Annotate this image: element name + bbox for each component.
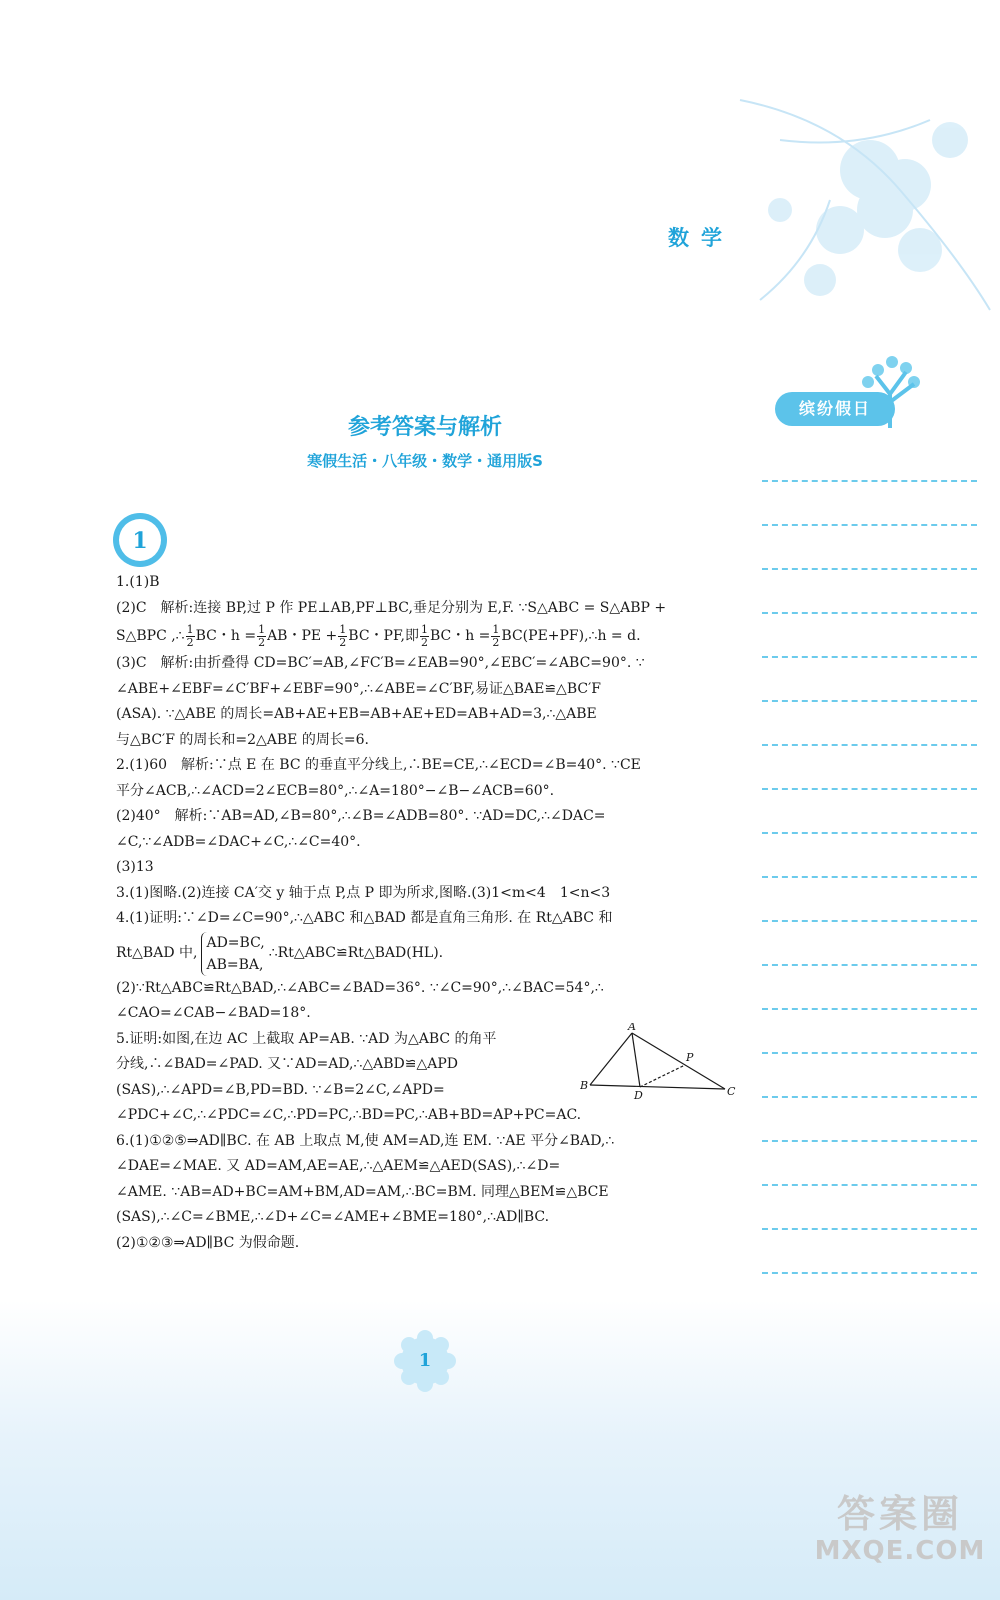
fraction-numerator: 1: [492, 622, 500, 636]
note-line: [762, 746, 977, 790]
equation: AB=BA,: [206, 956, 264, 973]
fraction-denominator: 2: [258, 635, 266, 649]
answer-line: (3)13: [116, 859, 154, 875]
note-line: [762, 482, 977, 526]
text-fragment: AB・PE +: [267, 628, 338, 644]
triangle-figure: [580, 1023, 740, 1103]
answer-line: 3.(1)图略.(2)连接 CA′交 y 轴于点 P,点 P 即为所求,图略.(3)1<m<4 1<n<3: [116, 884, 611, 901]
note-line: [762, 1098, 977, 1142]
watermark-top: 答案圈: [836, 1492, 963, 1536]
fraction: [491, 624, 500, 649]
page-number: 1: [418, 1350, 432, 1371]
answer-line: (SAS),∴∠C=∠BME,∴∠D+∠C=∠AME+∠BME=180°,∴AD∥BC.: [116, 1209, 550, 1225]
note-line: [762, 790, 977, 834]
answer-line-fraction: [116, 621, 736, 651]
answer-line: 1.(1)B: [116, 574, 160, 590]
text-fragment: Rt△BAD 中,: [116, 944, 198, 961]
fraction: [186, 624, 195, 649]
text-fragment: S△BPC ,∴: [116, 628, 185, 644]
section-number: 1: [132, 528, 148, 554]
answer-line: 6.(1)①②⑤⇒AD∥BC. 在 AB 上取点 M,使 AM=AD,连 EM. ∵AE 平分∠BAD,∴: [116, 1132, 615, 1149]
fraction: [257, 624, 266, 649]
answer-line: (3)C 解析:由折叠得 CD=BC′=AB,∠FC′B=∠EAB=90°,∠EBC′=∠ABC=90°. ∵: [116, 655, 645, 671]
subject-title: 数学: [668, 226, 734, 250]
note-line: [762, 526, 977, 570]
answer-line: (ASA). ∵△ABE 的周长=AB+AE+EB=AB+AE+ED=AB+AD=3,∴△ABE: [116, 706, 597, 722]
answer-line: 分线,∴∠BAD=∠PAD. 又∵AD=AD,∴△ABD≌△APD: [116, 1056, 459, 1072]
equation: AD=BC,: [206, 934, 265, 951]
note-line: [762, 878, 977, 922]
note-line: [762, 834, 977, 878]
fraction-denominator: 2: [339, 635, 347, 649]
note-line: [762, 1010, 977, 1054]
answer-line: ∠ABE+∠EBF=∠C′BF+∠EBF=90°,∴∠ABE=∠C′BF,易证△BAE≌△BC′F: [116, 680, 601, 697]
fraction-denominator: 2: [420, 635, 428, 649]
fraction: [420, 624, 429, 649]
answer-line: (2)①②③⇒AD∥BC 为假命题.: [116, 1234, 300, 1251]
answer-line: 2.(1)60 解析:∵点 E 在 BC 的垂直平分线上,∴BE=CE,∴∠ECD=∠B=40°. ∵CE: [116, 757, 641, 773]
section-badge: [112, 512, 168, 568]
equation-system: [201, 932, 264, 976]
answer-line: 4.(1)证明:∵∠D=∠C=90°,∴△ABC 和△BAD 都是直角三角形. 在 Rt△ABC 和: [116, 910, 613, 926]
text-fragment: BC(PE+PF),∴h = d.: [501, 628, 641, 644]
answer-line: ∠CAO=∠CAB−∠BAD=18°.: [116, 1005, 311, 1021]
note-line: [762, 658, 977, 702]
text-fragment: BC・PF,即: [348, 628, 419, 644]
text-fragment: BC・h =: [195, 628, 257, 644]
watermark-bottom: MXQE.COM: [814, 1536, 986, 1566]
note-line: [762, 1230, 977, 1274]
figure-label-c: C: [727, 1084, 736, 1098]
answer-with-figure: [116, 1022, 736, 1104]
answer-line: 5.证明:如图,在边 AC 上截取 AP=AB. ∵AD 为△ABC 的角平: [116, 1030, 497, 1047]
figure-label-a: A: [628, 1022, 636, 1033]
brand-label: 缤纷假日: [775, 392, 895, 426]
text-fragment: ∴Rt△ABC≌Rt△BAD(HL).: [268, 944, 444, 961]
floral-decoration: [720, 80, 1000, 320]
answer-line: ∠DAE=∠MAE. 又 AD=AM,AE=AE,∴△AEM≌△AED(SAS),∴∠D=: [116, 1158, 561, 1174]
answer-line: 与△BC′F 的周长和=2△ABE 的周长=6.: [116, 731, 369, 748]
fraction-numerator: 1: [258, 622, 266, 636]
fraction-denominator: 2: [492, 635, 500, 649]
page-subtitle: 寒假生活・八年级・数学・通用版S: [307, 452, 543, 470]
answer-line: ∠C,∵∠ADB=∠DAC+∠C,∴∠C=40°.: [116, 833, 361, 850]
answer-line: (SAS),∴∠APD=∠B,PD=BD. ∵∠B=2∠C,∠APD=: [116, 1081, 445, 1098]
note-line: [762, 922, 977, 966]
answer-line: ∠AME. ∵AB=AD+BC=AM+BM,AD=AM,∴BC=BM. 同理△BEM≌△BCE: [116, 1183, 609, 1200]
answer-line: (2)∵Rt△ABC≌Rt△BAD,∴∠ABC=∠BAD=36°. ∵∠C=90°,∴∠BAC=54°,∴: [116, 979, 604, 996]
note-line: [762, 702, 977, 746]
fraction: [338, 624, 347, 649]
note-line: [762, 1186, 977, 1230]
note-line: [762, 1142, 977, 1186]
figure-label-p: P: [686, 1050, 694, 1064]
answer-line: (2)40° 解析:∵AB=AD,∠B=80°,∴∠B=∠ADB=80°. ∵AD=DC,∴∠DAC=: [116, 808, 606, 824]
fraction-numerator: 1: [420, 622, 428, 636]
note-line: [762, 1054, 977, 1098]
note-line: [762, 966, 977, 1010]
answer-content: [116, 570, 736, 1256]
fraction-numerator: 1: [186, 622, 194, 636]
page-title: 参考答案与解析: [347, 415, 502, 440]
watermark: [810, 1492, 990, 1566]
note-line: [762, 614, 977, 658]
text-fragment: BC・h =: [429, 628, 491, 644]
answer-line: ∠PDC+∠C,∴∠PDC=∠C,∴PD=PC,∴BD=PC,∴AB+BD=AP+PC=AC.: [116, 1107, 582, 1123]
answer-line-system: [116, 932, 736, 976]
note-lines: [762, 438, 977, 1274]
fraction-denominator: 2: [186, 635, 194, 649]
figure-label-b: B: [580, 1078, 589, 1092]
fraction-numerator: 1: [339, 622, 347, 636]
answer-line: 平分∠ACB,∴∠ACD=2∠ECB=80°,∴∠A=180°−∠B−∠ACB=60°.: [116, 782, 555, 799]
figure-label-d: D: [634, 1088, 643, 1102]
answer-line: (2)C 解析:连接 BP,过 P 作 PE⊥AB,PF⊥BC,垂足分别为 E,F. ∵S△ABC = S△ABP +: [116, 599, 667, 616]
note-line: [762, 570, 977, 614]
